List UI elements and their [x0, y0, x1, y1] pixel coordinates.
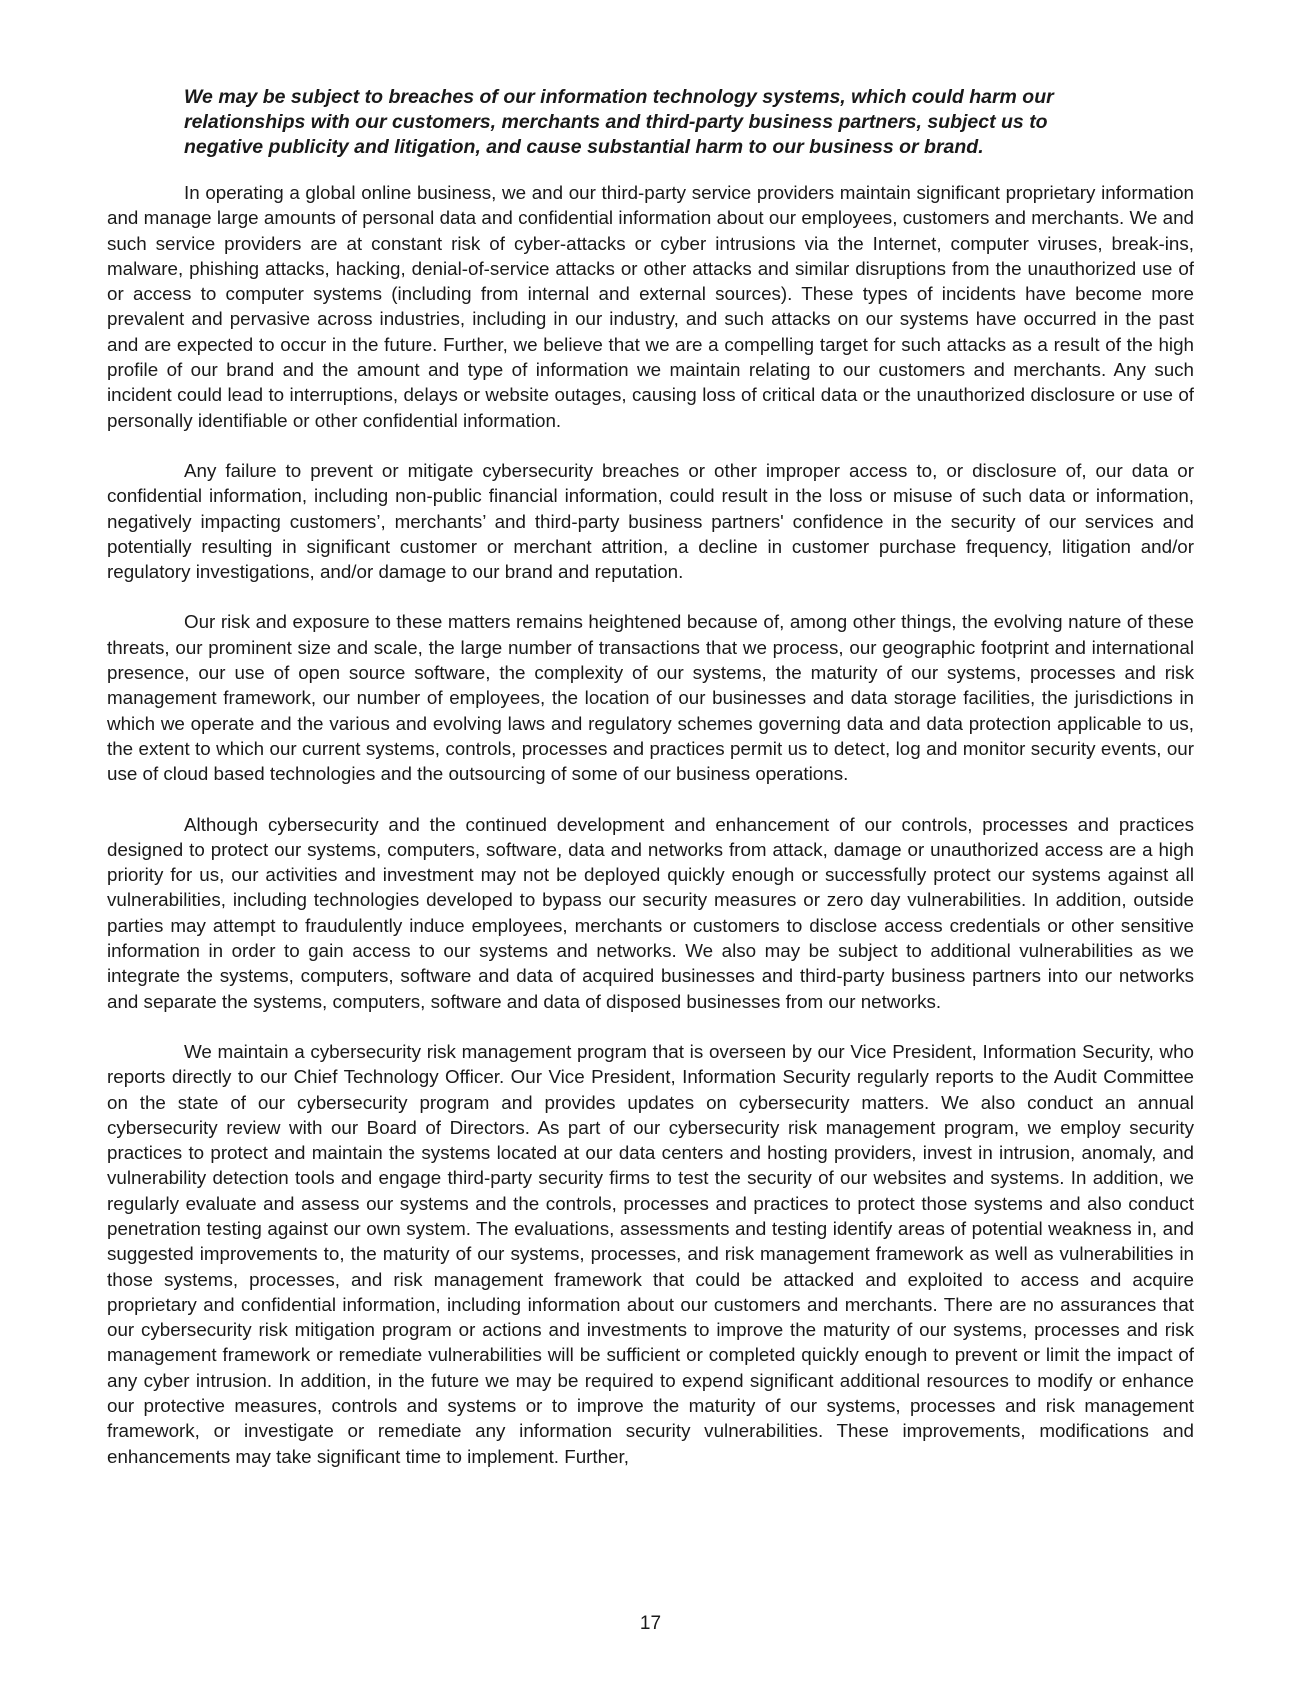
paragraph-failure-to-prevent: Any failure to prevent or mitigate cybersecurity breaches or other improper access to, or disclosure of, our data or confidential information, including non-public financial information, could result in the loss or misuse of such data or information, negatively impacting customers’, merchants’ and third-party business partners' confidence in the security of our services and potentially resulting in significant customer or merchant attrition, a decline in customer purchase frequency, litigation and/or regulatory investigations, and/or damage to our brand and reputation. — [107, 459, 1194, 583]
document-page — [107, 85, 1194, 1494]
paragraph-operating-global-business: In operating a global online business, we and our third-party service providers maintain significant proprietary information and manage large amounts of personal data and confidential information about our employees, customers and merchants. We and such service providers are at constant risk of cyber-attacks or cyber intrusions via the Internet, computer viruses, break-ins, malware, phishing attacks, hacking, denial-of-service attacks or other attacks and similar disruptions from the unauthorized use of or access to computer systems (including from internal and external sources). These types of incidents have become more prevalent and pervasive across industries, including in our industry, and such attacks on our systems have occurred in the past and are expected to occur in the future. Further, we believe that we are a compelling target for such attacks as a result of the high profile of our brand and the amount and type of information we maintain relating to our customers and merchants. Any such incident could lead to interruptions, delays or website outages, causing loss of critical data or the unauthorized disclosure or use of personally identifiable or other confidential information. — [107, 182, 1194, 431]
paragraph-risk-management-program: We maintain a cybersecurity risk management program that is overseen by our Vice President, Information Security, who reports directly to our Chief Technology Officer. Our Vice President, Information Security regularly reports to the Audit Committee on the state of our cybersecurity program and provides updates on cybersecurity matters. We also conduct an annual cybersecurity review with our Board of Directors. As part of our cybersecurity risk management program, we employ security practices to protect and maintain the systems located at our data centers and hosting providers, invest in intrusion, anomaly, and vulnerability detection tools and engage third-party security firms to test the security of our websites and systems. In addition, we regularly evaluate and assess our systems and the controls, processes and practices to protect those systems and also conduct penetration testing against our own system. The evaluations, assessments and testing identify areas of potential weakness in, and suggested improvements to, the maturity of our systems, processes, and risk management framework as well as vulnerabilities in those systems, processes, and risk management framework that could be attacked and exploited to access and acquire proprietary and confidential information, including information about our customers and merchants. There are no assurances that our cybersecurity risk mitigation program or actions and investments to improve the maturity of our systems, processes and risk management framework or remediate vulnerabilities will be sufficient or completed quickly enough to prevent or limit the impact of any cyber intrusion. In addition, in the future we may be required to expend significant additional resources to modify or enhance our protective measures, controls and systems or to improve the maturity of our systems, processes and risk management framework, or investigate or remediate any information security vulnerabilities. These improvements, modifications and enhancements may take significant time to implement. Further, — [107, 1040, 1194, 1467]
paragraph-cybersecurity-priority: Although cybersecurity and the continued development and enhancement of our controls, processes and practices designed to protect our systems, computers, software, data and networks from attack, damage or unauthorized access are a high priority for us, our activities and investment may not be deployed quickly enough or successfully protect our systems against all vulnerabilities, including technologies developed to bypass our security measures or zero day vulnerabilities. In addition, outside parties may attempt to fraudulently induce employees, merchants or customers to disclose access credentials or other sensitive information in order to gain access to our systems and networks. We also may be subject to additional vulnerabilities as we integrate the systems, computers, software and data of acquired businesses and third-party business partners into our networks and separate the systems, computers, software and data of disposed businesses from our networks. — [107, 813, 1194, 1012]
risk-factor-heading: We may be subject to breaches of our information technology systems, which could harm our relationships with our customers, merchants and third-party business partners, subject us to negative publicity and litigation, and cause substantial harm to our business or brand. — [184, 86, 1054, 158]
paragraph-risk-and-exposure: Our risk and exposure to these matters remains heightened because of, among other things, the evolving nature of these threats, our prominent size and scale, the large number of transactions that we process, our geographic footprint and international presence, our use of open source software, the complexity of our systems, the maturity of our systems, processes and risk management framework, our number of employees, the location of our businesses and data storage facilities, the jurisdictions in which we operate and the various and evolving laws and regulatory schemes governing data and data protection applicable to us, the extent to which our current systems, controls, processes and practices permit us to detect, log and monitor security events, our use of cloud based technologies and the outsourcing of some of our business operations. — [107, 611, 1194, 785]
page-number: 17 — [639, 1613, 662, 1634]
